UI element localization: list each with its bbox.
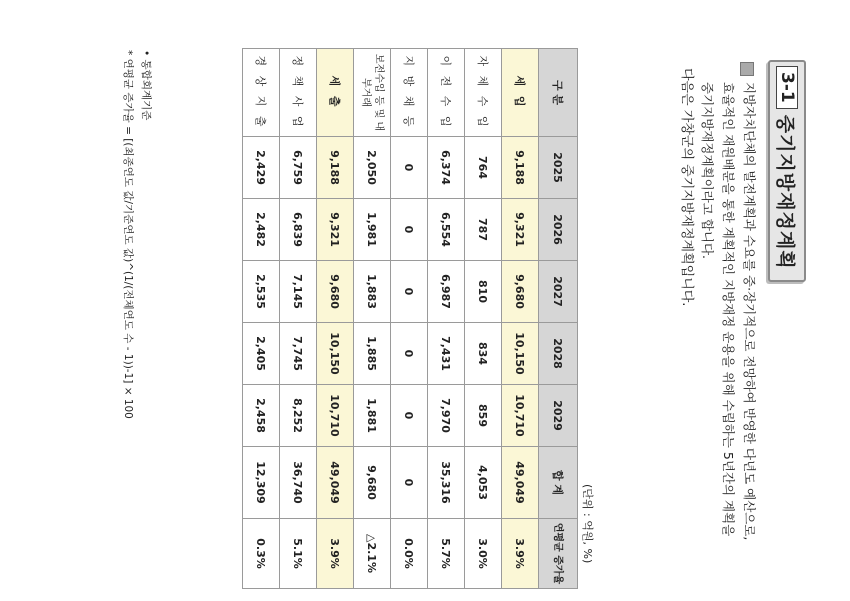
intro-lead: 다음은 가창군의 중기지방재정계획입니다. [679, 68, 694, 307]
header-category: 구 분 [539, 49, 578, 137]
table-row [428, 49, 465, 589]
cell-value: 9,680 [502, 261, 539, 323]
cell-value: 2,050 [354, 137, 391, 199]
header-year: 2028 [539, 323, 578, 385]
cell-growth: 3.0% [465, 519, 502, 589]
cell-value: 859 [465, 385, 502, 447]
cell-growth: 3.9% [502, 519, 539, 589]
cell-value: 834 [465, 323, 502, 385]
cell-total: 49,049 [317, 447, 354, 519]
table-header-row [539, 49, 578, 589]
cell-value: 10,710 [317, 385, 354, 447]
cell-total: 12,309 [243, 447, 280, 519]
header-year: 2027 [539, 261, 578, 323]
cell-value: 1,885 [354, 323, 391, 385]
cell-total: 0 [391, 447, 428, 519]
intro-paragraph: 지방자치단체의 발전계획과 수요를 중·장기적으로 전망하여 반영한 다년도 예산으로, 효율적인 재원배분을 통한 계획적인 지방재정 운용을 위해 수립하는 5년간의 계획을 중기지방재정계획이라고 합니다. [700, 82, 757, 541]
cell-value: 2,429 [243, 137, 280, 199]
header-year: 2025 [539, 137, 578, 199]
cell-value: 0 [391, 137, 428, 199]
cell-value: 1,981 [354, 199, 391, 261]
table-row [391, 49, 428, 589]
row-label: 경 상 지 출 [243, 49, 280, 137]
cell-total: 36,740 [280, 447, 317, 519]
cell-value: 6,374 [428, 137, 465, 199]
cell-growth: 0.3% [243, 519, 280, 589]
cell-value: 6,759 [280, 137, 317, 199]
table-row [502, 49, 539, 589]
cell-value: 9,321 [502, 199, 539, 261]
header-year: 2029 [539, 385, 578, 447]
cell-value: 10,710 [502, 385, 539, 447]
row-label: 세 출 [317, 49, 354, 137]
row-label: 정 책 사 업 [280, 49, 317, 137]
table-row [280, 49, 317, 589]
row-label: 자 체 수 입 [465, 49, 502, 137]
cell-value: 9,321 [317, 199, 354, 261]
cell-value: 10,150 [317, 323, 354, 385]
cell-value: 2,535 [243, 261, 280, 323]
cell-value: 810 [465, 261, 502, 323]
table-row [243, 49, 280, 589]
table-row [354, 49, 391, 589]
cell-value: 1,883 [354, 261, 391, 323]
cell-value: 6,839 [280, 199, 317, 261]
cell-value: 6,987 [428, 261, 465, 323]
cell-value: 1,881 [354, 385, 391, 447]
unit-label: (단위 : 억원, %) [581, 484, 594, 564]
row-label: 보전수입 등 및 내부거래 [354, 49, 391, 137]
cell-total: 9,680 [354, 447, 391, 519]
cell-value: 9,188 [317, 137, 354, 199]
footnote-basis: • 통합회계기준 [140, 50, 152, 121]
cell-value: 0 [391, 385, 428, 447]
cell-value: 9,680 [317, 261, 354, 323]
cell-value: 2,482 [243, 199, 280, 261]
cell-value: 7,745 [280, 323, 317, 385]
row-label: 세 입 [502, 49, 539, 137]
table-row [465, 49, 502, 589]
cell-growth: 5.1% [280, 519, 317, 589]
cell-value: 2,405 [243, 323, 280, 385]
footnote-formula: * 연평균 증가율 = [(최종연도 값/기준연도 값)^(1/(전체연도 수 - 1))-1] × 100 [122, 50, 134, 419]
cell-value: 9,188 [502, 137, 539, 199]
cell-value: 764 [465, 137, 502, 199]
cell-total: 49,049 [502, 447, 539, 519]
cell-growth: 3.9% [317, 519, 354, 589]
section-title-box [768, 60, 806, 282]
cell-total: 4,053 [465, 447, 502, 519]
cell-growth: 5.7% [428, 519, 465, 589]
cell-growth: 0.0% [391, 519, 428, 589]
cell-value: 10,150 [502, 323, 539, 385]
section-number: 3-1 [776, 66, 798, 109]
cell-total: 35,316 [428, 447, 465, 519]
table-row [317, 49, 354, 589]
cell-value: 7,145 [280, 261, 317, 323]
cell-value: 0 [391, 323, 428, 385]
cell-value: 7,431 [428, 323, 465, 385]
bullet-square-icon [740, 62, 754, 76]
cell-value: 787 [465, 199, 502, 261]
header-growth: 연평균 증가율 [539, 519, 578, 589]
row-label: 지 방 채 등 [391, 49, 428, 137]
cell-value: 6,554 [428, 199, 465, 261]
header-total: 합 계 [539, 447, 578, 519]
row-label: 이 전 수 입 [428, 49, 465, 137]
cell-value: 8,252 [280, 385, 317, 447]
cell-value: 0 [391, 261, 428, 323]
cell-value: 7,970 [428, 385, 465, 447]
cell-value: 0 [391, 199, 428, 261]
cell-value: 2,458 [243, 385, 280, 447]
mid-term-finance-table [242, 48, 578, 589]
section-title: 중기지방재정계획 [774, 114, 797, 270]
cell-growth: △2.1% [354, 519, 391, 589]
header-year: 2026 [539, 199, 578, 261]
